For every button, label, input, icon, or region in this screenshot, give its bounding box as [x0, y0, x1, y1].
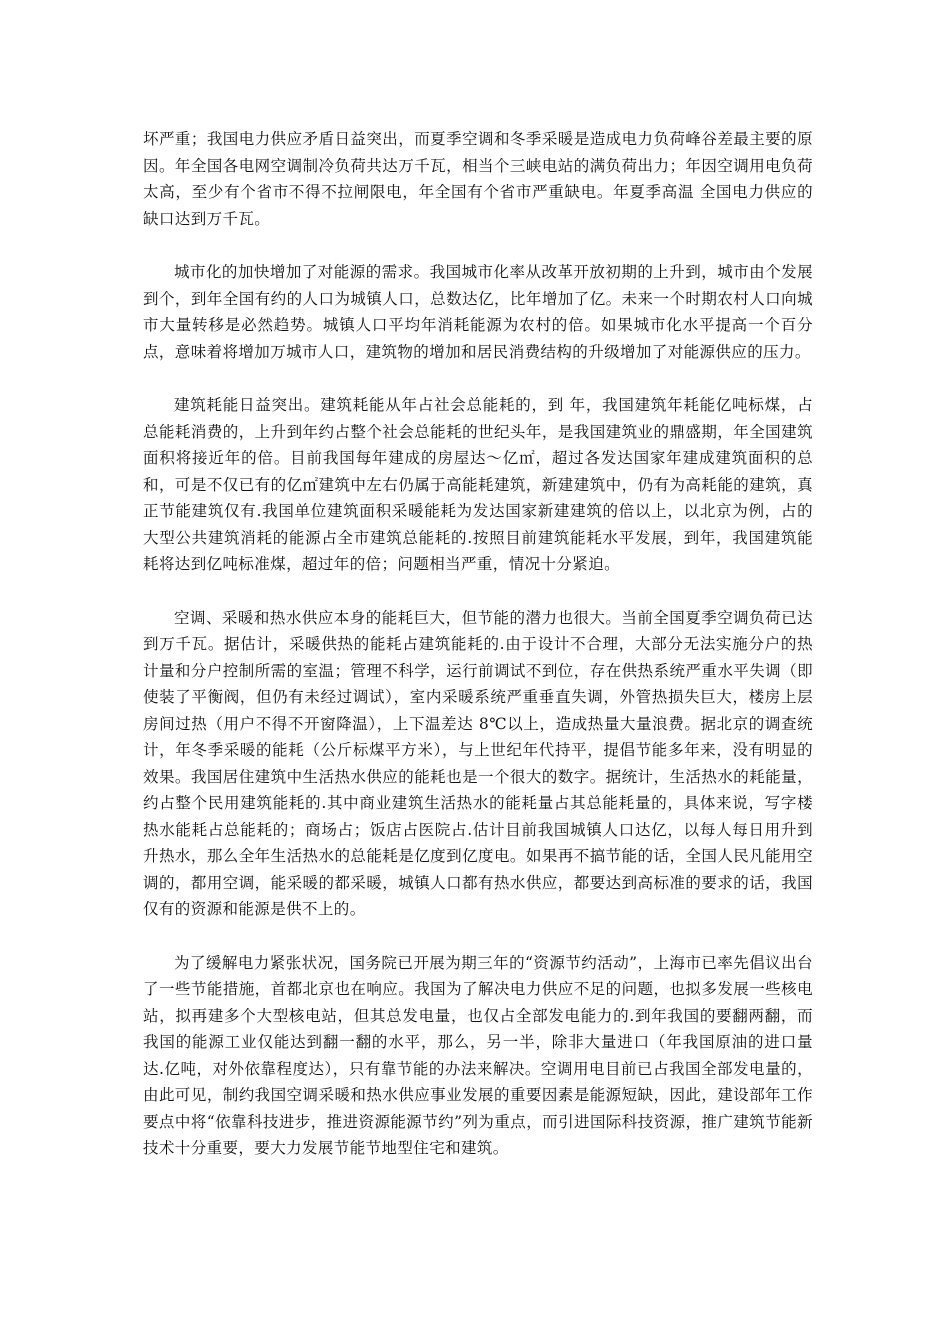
paragraph-energy-saving: 为了缓解电力紧张状况，国务院已开展为期三年的“资源节约活动”，上海市已率先倡议出台了一些节能措施，首都北京也在响应。我国为了解决电力供应不足的问题，也拟多发展一些核电站，拟再建多个大型核电站，但其总发电量，也仅占全部发电能力的.到年我国的要翻两翻，而我国的能源工业仅能达到翻一翻的水平，那么，另一半，除非大量进口（年我国原油的进口量达.亿吨，对外依靠程度达），只有靠节能的办法来解决。空调用电目前已占我国全部发电量的，由此可见，制约我国空调采暖和热水供应事业发展的重要因素是能源短缺，因此，建设部年工作要点中将“依靠科技进步，推进资源能源节约”列为重点，而引进国际科技资源，推广建筑节能新技术十分重要，要大力发展节能节地型住宅和建筑。 [143, 953, 813, 1157]
document-body [143, 126, 813, 1162]
paragraph-power-supply: 坏严重；我国电力供应矛盾日益突出，而夏季空调和冬季采暖是造成电力负荷峰谷差最主要的原因。年全国各电网空调制冷负荷共达万千瓦，相当个三峡电站的满负荷出力；年因空调用电负荷太高，至少有个省市不得不拉闸限电，年全国有个省市严重缺电。年夏季高温 全国电力供应的缺口达到万千瓦。 [143, 130, 813, 228]
paragraph-building-energy: 建筑耗能日益突出。建筑耗能从年占社会总能耗的，到 年，我国建筑年耗能亿吨标煤，占总能耗消费的，上升到年约占整个社会总能耗的世纪头年，是我国建筑业的鼎盛期，年全国建筑面积将接近年的倍。目前我国每年建成的房屋达～亿㎡，超过各发达国家年建成建筑面积的总和，可是不仅已有的亿㎡建筑中左右仍属于高能耗建筑，新建建筑中，仍有为高耗能的建筑，真正节能建筑仅有.我国单位建筑面积采暖能耗为发达国家新建建筑的倍以上，以北京为例，占的大型公共建筑消耗的能源占全市建筑总能耗的.按照目前建筑能耗水平发展，到年，我国建筑能耗将达到亿吨标准煤，超过年的倍；问题相当严重，情况十分紧迫。 [143, 396, 813, 573]
paragraph-hvac-energy: 空调、采暖和热水供应本身的能耗巨大，但节能的潜力也很大。当前全国夏季空调负荷已达到万千瓦。据估计，采暖供热的能耗占建筑能耗的.由于设计不合理，大部分无法实施分户的热计量和分户控制所需的室温；管理不科学，运行前调试不到位，存在供热系统严重水平失调（即使装了平衡阀，但仍有未经过调试），室内采暖系统严重垂直失调，外管热损失巨大，楼房上层房间过热（用户不得不开窗降温），上下温差达 8℃以上，造成热量大量浪费。据北京的调查统计，年冬季采暖的能耗（公斤标煤平方米），与上世纪年代持平，提倡节能多年来，没有明显的效果。我国居住建筑中生活热水供应的能耗也是一个很大的数字。据统计，生活热水的耗能量，约占整个民用建筑能耗的.其中商业建筑生活热水的能耗量占其总能耗量的，具体来说，写字楼热水能耗占总能耗的；商场占；饭店占医院占.估计目前我国城镇人口达亿，以每人每日用升到升热水，那么全年生活热水的总能耗是亿度到亿度电。如果再不搞节能的话，全国人民凡能用空调的，都用空调，能采暖的都采暖，城镇人口都有热水供应，都要达到高标准的要求的话，我国仅有的资源和能源是供不上的。 [143, 608, 813, 918]
paragraph-urbanization: 城市化的加快增加了对能源的需求。我国城市化率从改革开放初期的上升到，城市由个发展到个，到年全国有约的人口为城镇人口，总数达亿，比年增加了亿。未来一个时期农村人口向城市大量转移是必然趋势。城镇人口平均年消耗能源为农村的倍。如果城市化水平提高一个百分点，意味着将增加万城市人口，建筑物的增加和居民消费结构的升级增加了对能源供应的压力。 [143, 263, 813, 361]
